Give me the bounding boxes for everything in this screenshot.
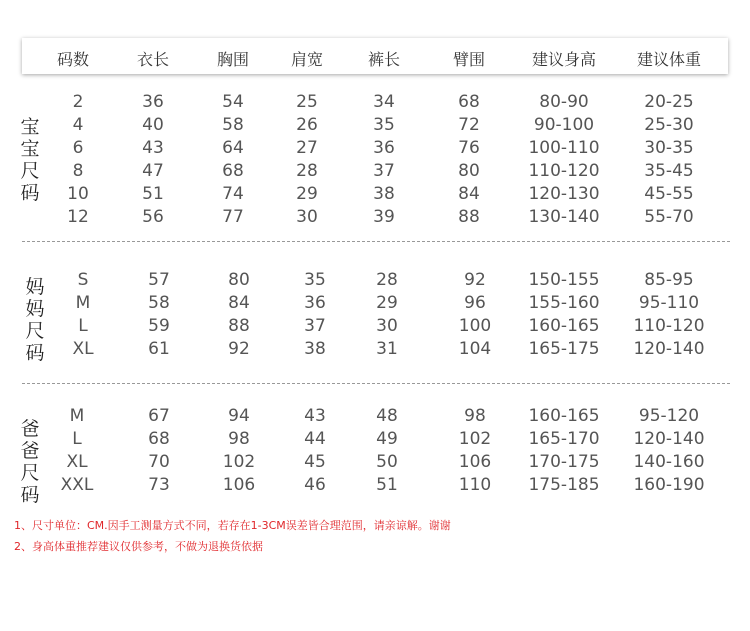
table-cell: 165-170 [528,429,600,449]
table-cell: 106 [458,452,492,472]
section-label: 爸爸尺码 [20,418,40,506]
table-cell: 46 [304,475,326,495]
table-cell: 160-165 [528,406,600,426]
size-cell: 8 [72,161,84,181]
table-cell: 94 [228,406,250,426]
table-cell: 54 [222,92,244,112]
table-cell: 28 [376,270,398,290]
note-unit: 1、尺寸单位：CM.因手工测量方式不同，若存在1-3CM误差皆合理范围，请亲谅解。谢谢 [14,519,451,532]
table-cell: 80-90 [539,92,589,112]
table-cell: 92 [464,270,486,290]
table-cell: 110-120 [633,316,705,336]
table-cell: 34 [373,92,395,112]
size-cell: 2 [72,92,84,112]
table-cell: 120-140 [633,429,705,449]
table-cell: 20-25 [644,92,694,112]
size-cell: XXL [60,475,94,495]
section-divider [22,383,730,384]
section-divider [22,241,730,242]
size-cell: L [72,429,82,449]
table-cell: 57 [148,270,170,290]
table-cell: 36 [304,293,326,313]
table-cell: 45 [304,452,326,472]
size-cell: 12 [67,207,89,227]
table-cell: 56 [142,207,164,227]
table-cell: 58 [148,293,170,313]
table-cell: 76 [458,138,480,158]
table-cell: 61 [148,339,170,359]
table-cell: 68 [148,429,170,449]
table-cell: 38 [373,184,395,204]
table-cell: 39 [373,207,395,227]
table-cell: 70 [148,452,170,472]
table-cell: 73 [148,475,170,495]
table-cell: 85-95 [644,270,694,290]
table-cell: 37 [373,161,395,181]
table-cell: 67 [148,406,170,426]
table-cell: 36 [373,138,395,158]
size-cell: 6 [72,138,84,158]
table-cell: 30 [376,316,398,336]
size-cell: M [75,293,91,313]
table-cell: 98 [228,429,250,449]
header-cell: 臂围 [452,50,485,69]
table-cell: 92 [228,339,250,359]
table-cell: 110 [458,475,492,495]
table-cell: 80 [458,161,480,181]
table-cell: 120-130 [528,184,600,204]
table-cell: 30-35 [644,138,694,158]
table-cell: 30 [296,207,318,227]
table-cell: 48 [376,406,398,426]
table-cell: 45-55 [644,184,694,204]
table-cell: 95-120 [638,406,700,426]
table-cell: 104 [458,339,492,359]
table-cell: 49 [376,429,398,449]
table-cell: 165-175 [528,339,600,359]
table-cell: 100-110 [528,138,600,158]
table-cell: 170-175 [528,452,600,472]
table-cell: 155-160 [528,293,600,313]
table-cell: 43 [142,138,164,158]
size-cell: 4 [72,115,84,135]
table-cell: 28 [296,161,318,181]
table-cell: 74 [222,184,244,204]
table-cell: 77 [222,207,244,227]
table-cell: 25 [296,92,318,112]
table-cell: 80 [228,270,250,290]
table-cell: 29 [296,184,318,204]
table-cell: 25-30 [644,115,694,135]
section-label: 宝宝尺码 [20,116,40,204]
table-cell: 59 [148,316,170,336]
header-cell: 建议身高 [531,50,596,69]
table-cell: 37 [304,316,326,336]
table-cell: 102 [458,429,492,449]
table-cell: 88 [228,316,250,336]
size-cell: M [69,406,85,426]
table-cell: 58 [222,115,244,135]
size-cell: L [78,316,88,336]
table-cell: 72 [458,115,480,135]
table-cell: 106 [222,475,256,495]
table-cell: 50 [376,452,398,472]
size-cell: XL [72,339,94,359]
table-cell: 35 [373,115,395,135]
table-cell: 44 [304,429,326,449]
table-cell: 160-165 [528,316,600,336]
header-cell: 肩宽 [290,50,323,69]
table-cell: 96 [464,293,486,313]
header-cell: 衣长 [136,50,169,69]
table-cell: 38 [304,339,326,359]
size-cell: S [77,270,89,290]
table-cell: 95-110 [638,293,700,313]
table-cell: 120-140 [633,339,705,359]
table-cell: 27 [296,138,318,158]
table-cell: 88 [458,207,480,227]
table-cell: 84 [458,184,480,204]
table-cell: 26 [296,115,318,135]
table-cell: 36 [142,92,164,112]
table-cell: 29 [376,293,398,313]
table-cell: 43 [304,406,326,426]
size-cell: XL [66,452,88,472]
table-cell: 55-70 [644,207,694,227]
table-cell: 130-140 [528,207,600,227]
table-cell: 100 [458,316,492,336]
table-cell: 102 [222,452,256,472]
table-cell: 31 [376,339,398,359]
header-cell: 胸围 [216,50,249,69]
section-label: 妈妈尺码 [25,276,45,364]
table-cell: 90-100 [533,115,595,135]
table-cell: 140-160 [633,452,705,472]
table-cell: 64 [222,138,244,158]
table-cell: 175-185 [528,475,600,495]
header-cell: 码数 [56,50,89,69]
table-cell: 51 [376,475,398,495]
table-header [22,38,728,74]
table-cell: 110-120 [528,161,600,181]
table-cell: 160-190 [633,475,705,495]
table-cell: 35-45 [644,161,694,181]
table-cell: 98 [464,406,486,426]
header-cell: 建议体重 [636,50,701,69]
table-cell: 68 [222,161,244,181]
table-cell: 84 [228,293,250,313]
table-cell: 51 [142,184,164,204]
note-reference: 2、身高体重推荐建议仅供参考，不做为退换货依据 [14,540,263,553]
size-cell: 10 [67,184,89,204]
header-cell: 裤长 [367,50,400,69]
table-cell: 40 [142,115,164,135]
table-cell: 150-155 [528,270,600,290]
table-cell: 68 [458,92,480,112]
table-cell: 35 [304,270,326,290]
table-cell: 47 [142,161,164,181]
